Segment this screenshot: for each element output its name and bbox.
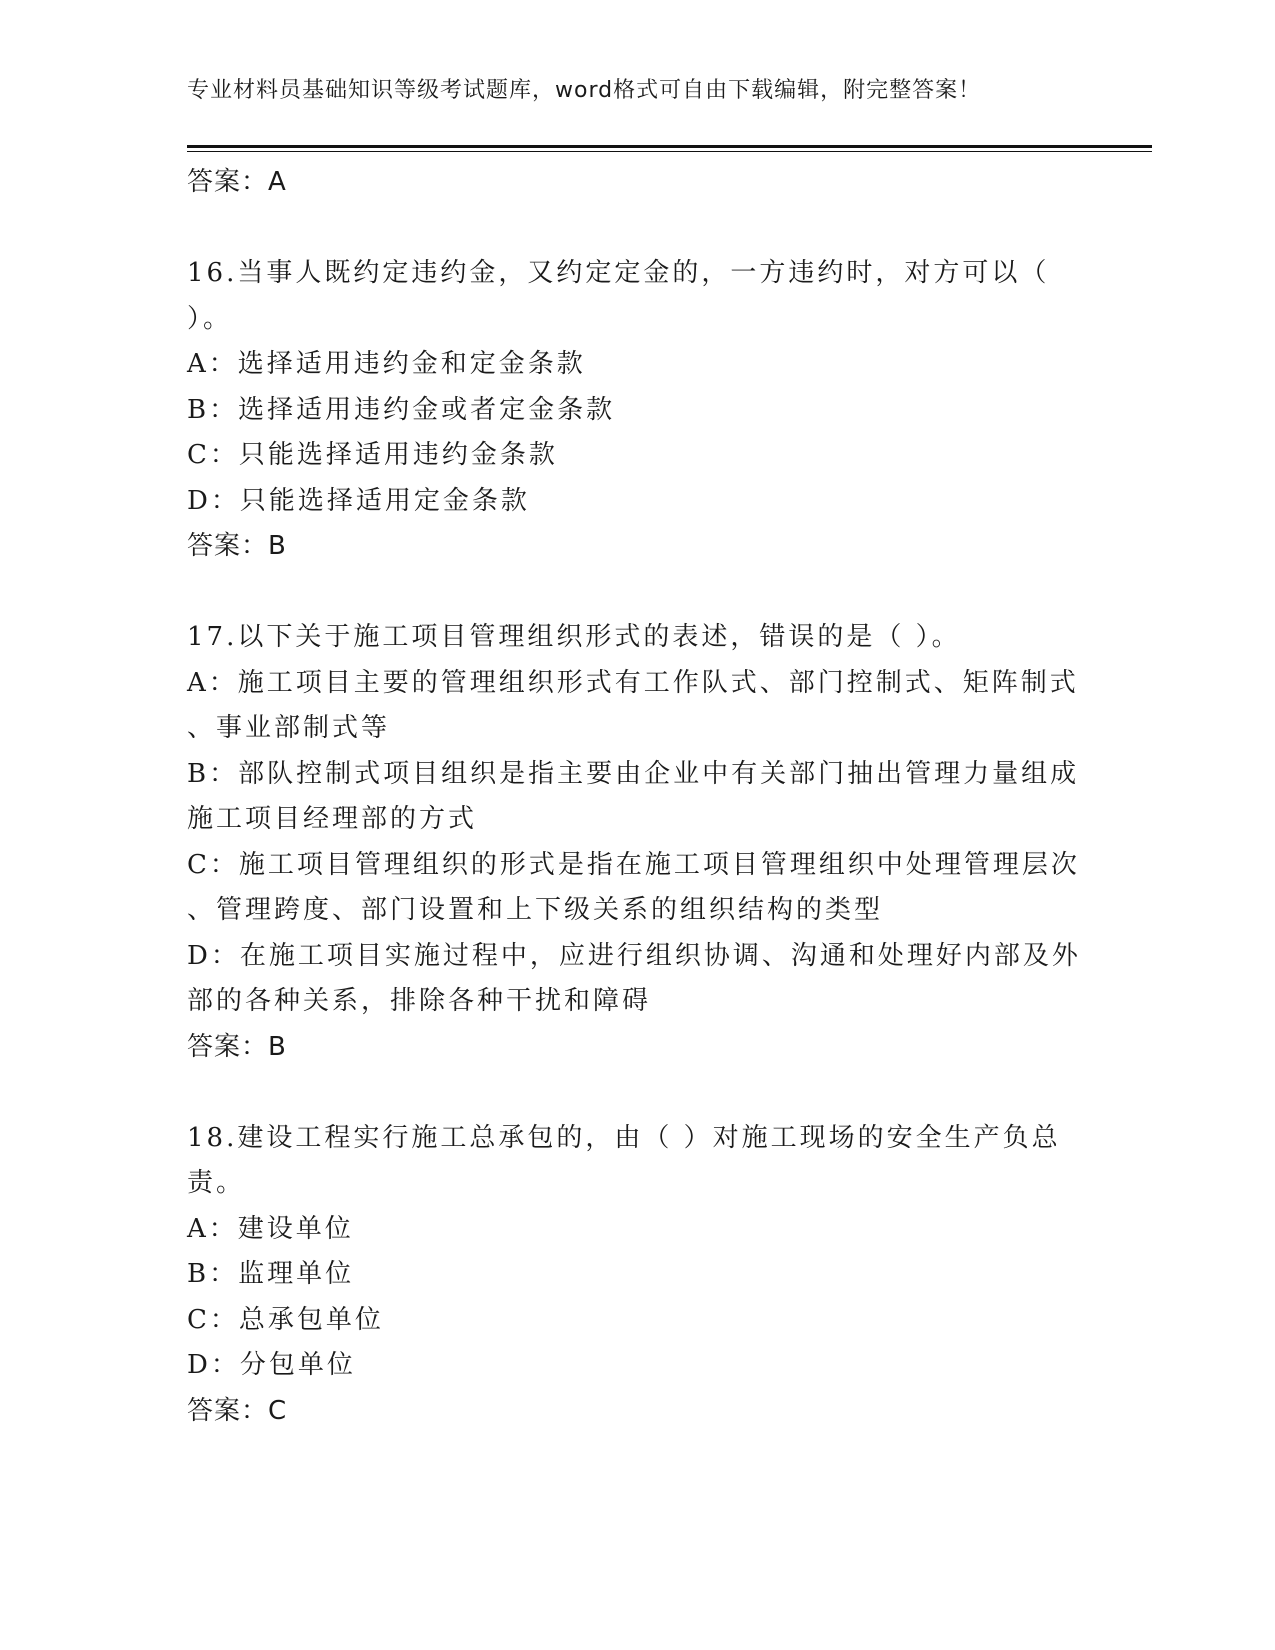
question-stem: 责。 [187,1168,246,1198]
option-c-continued: 、管理跨度、部门设置和上下级关系的组织结构的类型 [187,895,884,925]
question-list [187,160,1087,1434]
header-rule-thin [187,151,1152,152]
option-c: C：总承包单位 [187,1304,384,1335]
answer: 答案：B [187,1031,287,1062]
answer: 答案：B [187,531,287,561]
spacer [187,570,1087,616]
question-stem: 18.建设工程实行施工总承包的，由（ ）对施工现场的安全生产负总 [187,1122,1061,1153]
option-d: D：分包单位 [187,1350,356,1380]
option-c: C：施工项目管理组织的形式是指在施工项目管理组织中处理管理层次 [187,849,1080,880]
option-a: A：施工项目主要的管理组织形式有工作队式、部门控制式、矩阵制式 [187,667,1079,698]
option-d-continued: 部的各种关系，排除各种干扰和障碍 [187,986,652,1016]
option-d: D：在施工项目实施过程中，应进行组织协调、沟通和处理好内部及外 [187,940,1081,971]
answer: 答案：C [187,1395,288,1426]
option-b: B：选择适用违约金或者定金条款 [187,394,616,425]
question-stem: ）。 [187,303,233,334]
spacer [187,1070,1087,1116]
header-rule [187,145,1152,148]
option-b: B：监理单位 [187,1259,355,1289]
option-c: C：只能选择适用违约金条款 [187,440,558,470]
option-d: D：只能选择适用定金条款 [187,485,530,516]
option-a: A：选择适用违约金和定金条款 [187,349,586,379]
option-b: B：部队控制式项目组织是指主要由企业中有关部门抽出管理力量组成 [187,758,1080,789]
question-stem: 16.当事人既约定违约金，又约定定金的，一方违约时，对方可以（ [187,258,1050,288]
previous-answer: 答案：A [187,167,287,197]
question-18 [187,1116,1087,1435]
option-b-continued: 施工项目经理部的方式 [187,804,478,834]
question-17 [187,615,1087,1070]
option-a: A：建设单位 [187,1213,354,1244]
spacer [187,206,1087,252]
page-header: 专业材料员基础知识等级考试题库，word格式可自由下载编辑，附完整答案！ [187,78,982,103]
question-stem: 17.以下关于施工项目管理组织形式的表述，错误的是（ ）。 [187,622,961,652]
question-16 [187,251,1087,570]
option-a-continued: 、事业部制式等 [187,713,391,743]
